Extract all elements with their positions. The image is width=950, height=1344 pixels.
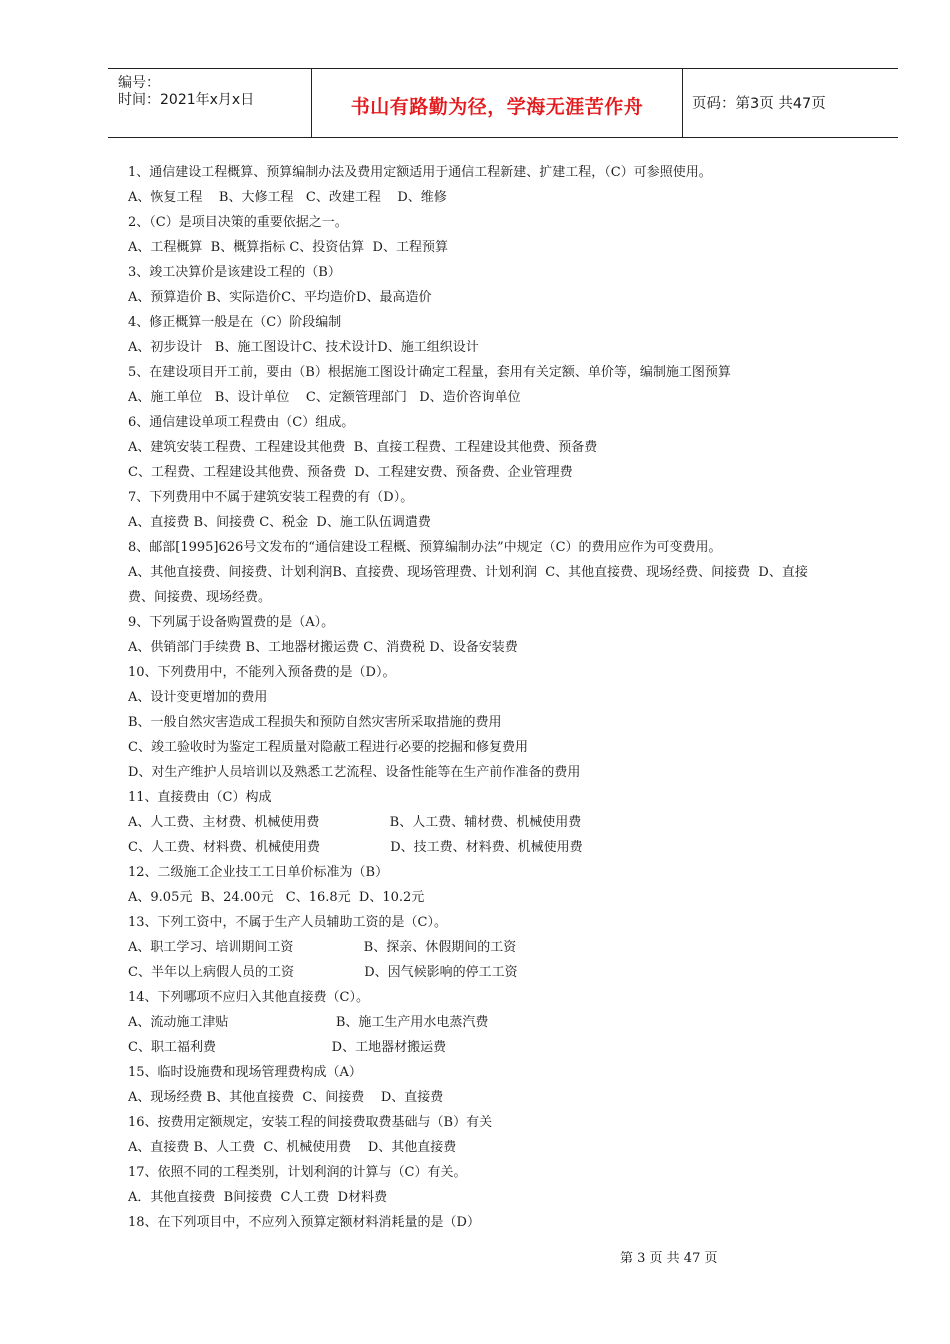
text-line: A、初步设计 B、施工图设计C、技术设计D、施工组织设计: [128, 340, 479, 355]
footer-page-number: 第 3 页 共 47 页: [620, 1251, 718, 1266]
text-line: A、施工单位 B、设计单位 C、定额管理部门 D、造价咨询单位: [128, 390, 521, 405]
header-meta: [108, 69, 312, 137]
text-line: 15、临时设施费和现场管理费构成（A）: [128, 1065, 362, 1080]
text-line: A、工程概算 B、概算指标 C、投资估算 D、工程预算: [128, 240, 448, 255]
text-line: 3、竣工决算价是该建设工程的（B）: [128, 265, 341, 280]
text-line: A．其他直接费 B间接费 C人工费 D材料费: [128, 1190, 388, 1205]
serial-label: 编号：: [118, 75, 160, 91]
text-line: A、人工费、主材费、机械使用费 B、人工费、辅材费、机械使用费: [128, 815, 582, 830]
text-line: 12、二级施工企业技工工日单价标准为（B）: [128, 865, 389, 880]
page-header: [108, 68, 898, 138]
text-line: A、其他直接费、间接费、计划利润B、直接费、现场管理费、计划利润 C、其他直接费、现场经费、间接费 D、直接: [128, 565, 808, 580]
text-line: A、供销部门手续费 B、工地器材搬运费 C、消费税 D、设备安装费: [128, 640, 518, 655]
text-line: 6、通信建设单项工程费由（C）组成。: [128, 415, 355, 430]
text-line: A、现场经费 B、其他直接费 C、间接费 D、直接费: [128, 1090, 444, 1105]
text-line: 17、依照不同的工程类别，计划利润的计算与（C）有关。: [128, 1165, 467, 1180]
text-line: 10、下列费用中，不能列入预备费的是（D）。: [128, 665, 396, 680]
text-line: A、设计变更增加的费用: [128, 690, 268, 705]
text-line: 5、在建设项目开工前，要由（B）根据施工图设计确定工程量，套用有关定额、单价等，编制施工图预算: [128, 365, 731, 380]
text-line: D、对生产维护人员培训以及熟悉工艺流程、设备性能等在生产前作准备的费用: [128, 765, 581, 780]
text-line: 13、下列工资中，不属于生产人员辅助工资的是（C）。: [128, 915, 447, 930]
text-line: 16、按费用定额规定，安装工程的间接费取费基础与（B）有关: [128, 1115, 493, 1130]
text-line: 8、邮部[1995]626号文发布的“通信建设工程概、预算编制办法”中规定（C）的费用应作为可变费用。: [128, 540, 722, 555]
text-line: A、建筑安装工程费、工程建设其他费 B、直接工程费、工程建设其他费、预备费: [128, 440, 598, 455]
text-line: A、9.05元 B、24.00元 C、16.8元 D、10.2元: [128, 890, 425, 905]
text-line: 11、直接费由（C）构成: [128, 790, 272, 805]
text-line: C、半年以上病假人员的工资 D、因气候影响的停工工资: [128, 965, 518, 980]
text-line: A、直接费 B、间接费 C、税金 D、施工队伍调遣费: [128, 515, 431, 530]
motto: 书山有路勤为径，学海无涯苦作舟: [350, 96, 644, 118]
question-list: [128, 160, 888, 1235]
text-line: 14、下列哪项不应归入其他直接费（C）。: [128, 990, 369, 1005]
time-label: 时间：2021年x月x日: [118, 92, 255, 108]
text-line: A、恢复工程 B、大修工程 C、改建工程 D、维修: [128, 190, 447, 205]
text-line: 18、在下列项目中，不应列入预算定额材料消耗量的是（D）: [128, 1215, 480, 1230]
text-line: C、职工福利费 D、工地器材搬运费: [128, 1040, 447, 1055]
text-line: B、一般自然灾害造成工程损失和预防自然灾害所采取措施的费用: [128, 715, 502, 730]
text-line: A、职工学习、培训期间工资 B、探亲、休假期间的工资: [128, 940, 517, 955]
text-line: 费、间接费、现场经费。: [128, 590, 272, 605]
text-line: 9、下列属于设备购置费的是（A）。: [128, 615, 335, 630]
text-line: 4、修正概算一般是在（C）阶段编制: [128, 315, 342, 330]
text-line: A、流动施工津贴 B、施工生产用水电蒸汽费: [128, 1015, 489, 1030]
text-line: 1、通信建设工程概算、预算编制办法及费用定额适用于通信工程新建、扩建工程，（C）可参照使用。: [128, 165, 712, 180]
text-line: C、工程费、工程建设其他费、预备费 D、工程建安费、预备费、企业管理费: [128, 465, 573, 480]
page-info: 页码：第3页 共47页: [692, 96, 826, 112]
header-motto-cell: [312, 69, 683, 137]
text-line: A、预算造价 B、实际造价C、平均造价D、最高造价: [128, 290, 432, 305]
text-line: C、竣工验收时为鉴定工程质量对隐蔽工程进行必要的挖掘和修复费用: [128, 740, 528, 755]
text-line: 2、（C）是项目决策的重要依据之一。: [128, 215, 348, 230]
text-line: A、直接费 B、人工费 C、机械使用费 D、其他直接费: [128, 1140, 457, 1155]
text-line: 7、下列费用中不属于建筑安装工程费的有（D）。: [128, 490, 414, 505]
text-line: C、人工费、材料费、机械使用费 D、技工费、材料费、机械使用费: [128, 840, 583, 855]
